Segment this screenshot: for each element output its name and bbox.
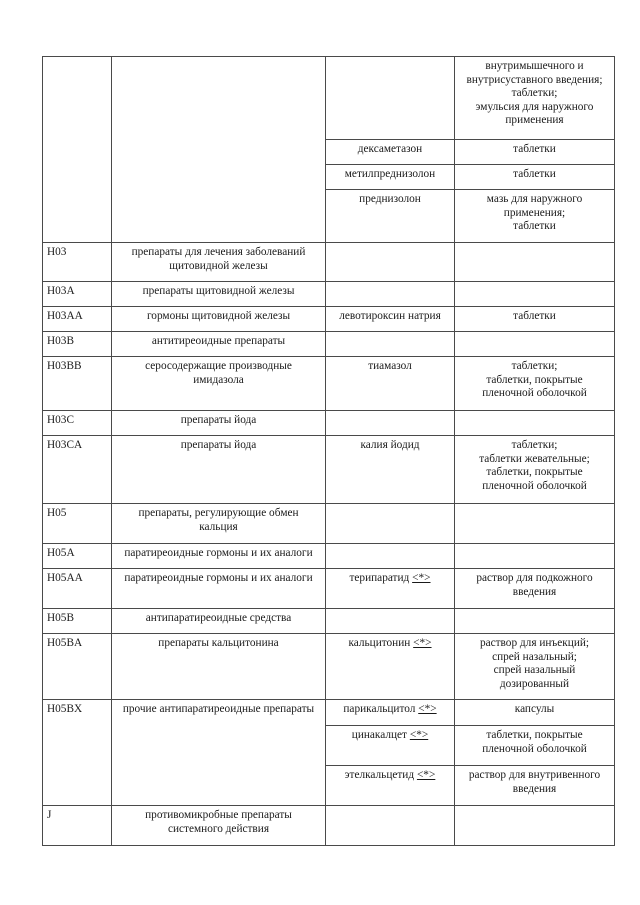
drug-name-cell bbox=[326, 700, 455, 726]
drug-name-cell bbox=[326, 806, 455, 846]
atc-code-cell: H05BA bbox=[43, 634, 112, 700]
atc-code-cell: H03 bbox=[43, 243, 112, 282]
drug-name-cell bbox=[326, 634, 455, 700]
drug-name-cell: калия йодид bbox=[326, 436, 455, 504]
dosage-forms-cell: таблетки; таблетки жевательные; таблетки, покрытые пленочной оболочкой bbox=[455, 436, 615, 504]
table-row bbox=[43, 634, 615, 700]
atc-code-cell: H03AA bbox=[43, 307, 112, 332]
group-name-cell: препараты, регулирующие обмен кальция bbox=[112, 504, 326, 544]
dosage-forms-cell: мазь для наружного применения; таблетки bbox=[455, 190, 615, 243]
dosage-forms-cell: таблетки bbox=[455, 140, 615, 165]
group-name-cell: препараты йода bbox=[112, 411, 326, 436]
dosage-forms-cell: таблетки; таблетки, покрытые пленочной оболочкой bbox=[455, 357, 615, 411]
table-row bbox=[43, 544, 615, 569]
group-name-cell: антипаратиреоидные средства bbox=[112, 609, 326, 634]
atc-code-cell: J bbox=[43, 806, 112, 846]
atc-code-cell bbox=[43, 57, 112, 243]
drug-name-cell bbox=[326, 57, 455, 140]
table-row bbox=[43, 609, 615, 634]
atc-code-cell: H03CA bbox=[43, 436, 112, 504]
dosage-forms-cell: раствор для подкожного введения bbox=[455, 569, 615, 609]
table-row bbox=[43, 700, 615, 726]
table-row bbox=[43, 357, 615, 411]
table-row bbox=[43, 332, 615, 357]
drug-name-cell bbox=[326, 766, 455, 806]
table-row bbox=[43, 307, 615, 332]
drug-name-cell bbox=[326, 726, 455, 766]
atc-code-cell: H03B bbox=[43, 332, 112, 357]
drug-name-cell bbox=[326, 504, 455, 544]
group-name-cell: прочие антипаратиреоидные препараты bbox=[112, 700, 326, 806]
drug-name-cell bbox=[326, 609, 455, 634]
footnote-link[interactable]: <*> bbox=[413, 637, 432, 649]
drug-name-text: кальцитонин bbox=[348, 637, 411, 649]
atc-code-cell: H05AA bbox=[43, 569, 112, 609]
drug-name-text: терипаратид bbox=[349, 572, 410, 584]
group-name-cell: антитиреоидные препараты bbox=[112, 332, 326, 357]
atc-code-cell: H03A bbox=[43, 282, 112, 307]
drug-name-cell: преднизолон bbox=[326, 190, 455, 243]
group-name-cell: препараты йода bbox=[112, 436, 326, 504]
dosage-forms-cell: таблетки bbox=[455, 165, 615, 190]
drug-name-cell: тиамазол bbox=[326, 357, 455, 411]
drug-name-text: цинакалцет bbox=[351, 729, 407, 741]
atc-code-cell: H05A bbox=[43, 544, 112, 569]
dosage-forms-cell bbox=[455, 282, 615, 307]
group-name-cell: паратиреоидные гормоны и их аналоги bbox=[112, 544, 326, 569]
table-row bbox=[43, 504, 615, 544]
atc-code-cell: H05BX bbox=[43, 700, 112, 806]
dosage-forms-cell bbox=[455, 806, 615, 846]
drug-name-text: парикальцитол bbox=[343, 703, 416, 715]
table-row bbox=[43, 411, 615, 436]
table-row bbox=[43, 243, 615, 282]
dosage-forms-cell bbox=[455, 609, 615, 634]
dosage-forms-cell bbox=[455, 411, 615, 436]
drug-name-cell: метилпреднизолон bbox=[326, 165, 455, 190]
group-name-cell: препараты для лечения заболеваний щитовидной железы bbox=[112, 243, 326, 282]
drug-name-cell bbox=[326, 243, 455, 282]
atc-code-cell: H03BB bbox=[43, 357, 112, 411]
group-name-cell: противомикробные препараты системного действия bbox=[112, 806, 326, 846]
drug-name-cell: дексаметазон bbox=[326, 140, 455, 165]
drug-name-cell bbox=[326, 569, 455, 609]
atc-code-cell: H05 bbox=[43, 504, 112, 544]
table-row bbox=[43, 436, 615, 504]
dosage-forms-cell: таблетки bbox=[455, 307, 615, 332]
footnote-link[interactable]: <*> bbox=[418, 703, 437, 715]
drug-name-cell bbox=[326, 282, 455, 307]
group-name-cell: гормоны щитовидной железы bbox=[112, 307, 326, 332]
footnote-link[interactable]: <*> bbox=[416, 769, 436, 781]
footnote-link[interactable]: <*> bbox=[412, 572, 431, 584]
footnote-link[interactable]: <*> bbox=[409, 729, 429, 741]
group-name-cell: препараты щитовидной железы bbox=[112, 282, 326, 307]
drug-name-cell: левотироксин натрия bbox=[326, 307, 455, 332]
group-name-cell: препараты кальцитонина bbox=[112, 634, 326, 700]
dosage-forms-cell bbox=[455, 504, 615, 544]
table-row bbox=[43, 282, 615, 307]
dosage-forms-cell bbox=[455, 332, 615, 357]
dosage-forms-cell: капсулы bbox=[455, 700, 615, 726]
dosage-forms-cell: таблетки, покрытые пленочной оболочкой bbox=[455, 726, 615, 766]
group-name-cell: паратиреоидные гормоны и их аналоги bbox=[112, 569, 326, 609]
dosage-forms-cell bbox=[455, 243, 615, 282]
table-row bbox=[43, 806, 615, 846]
drug-name-cell bbox=[326, 411, 455, 436]
drug-name-text: этелкальцетид bbox=[344, 769, 415, 781]
drug-name-cell bbox=[326, 544, 455, 569]
drug-name-cell bbox=[326, 332, 455, 357]
dosage-forms-cell: внутримышечного и внутрисуставного введения; таблетки; эмульсия для наружного применения bbox=[455, 57, 615, 140]
group-name-cell bbox=[112, 57, 326, 243]
group-name-cell: серосодержащие производные имидазола bbox=[112, 357, 326, 411]
dosage-forms-cell: раствор для внутривенного введения bbox=[455, 766, 615, 806]
atc-code-cell: H05B bbox=[43, 609, 112, 634]
dosage-forms-cell: раствор для инъекций; спрей назальный; спрей назальный дозированный bbox=[455, 634, 615, 700]
dosage-forms-cell bbox=[455, 544, 615, 569]
drug-classification-table bbox=[42, 56, 615, 846]
table-row bbox=[43, 569, 615, 609]
atc-code-cell: H03C bbox=[43, 411, 112, 436]
table-row bbox=[43, 57, 615, 140]
